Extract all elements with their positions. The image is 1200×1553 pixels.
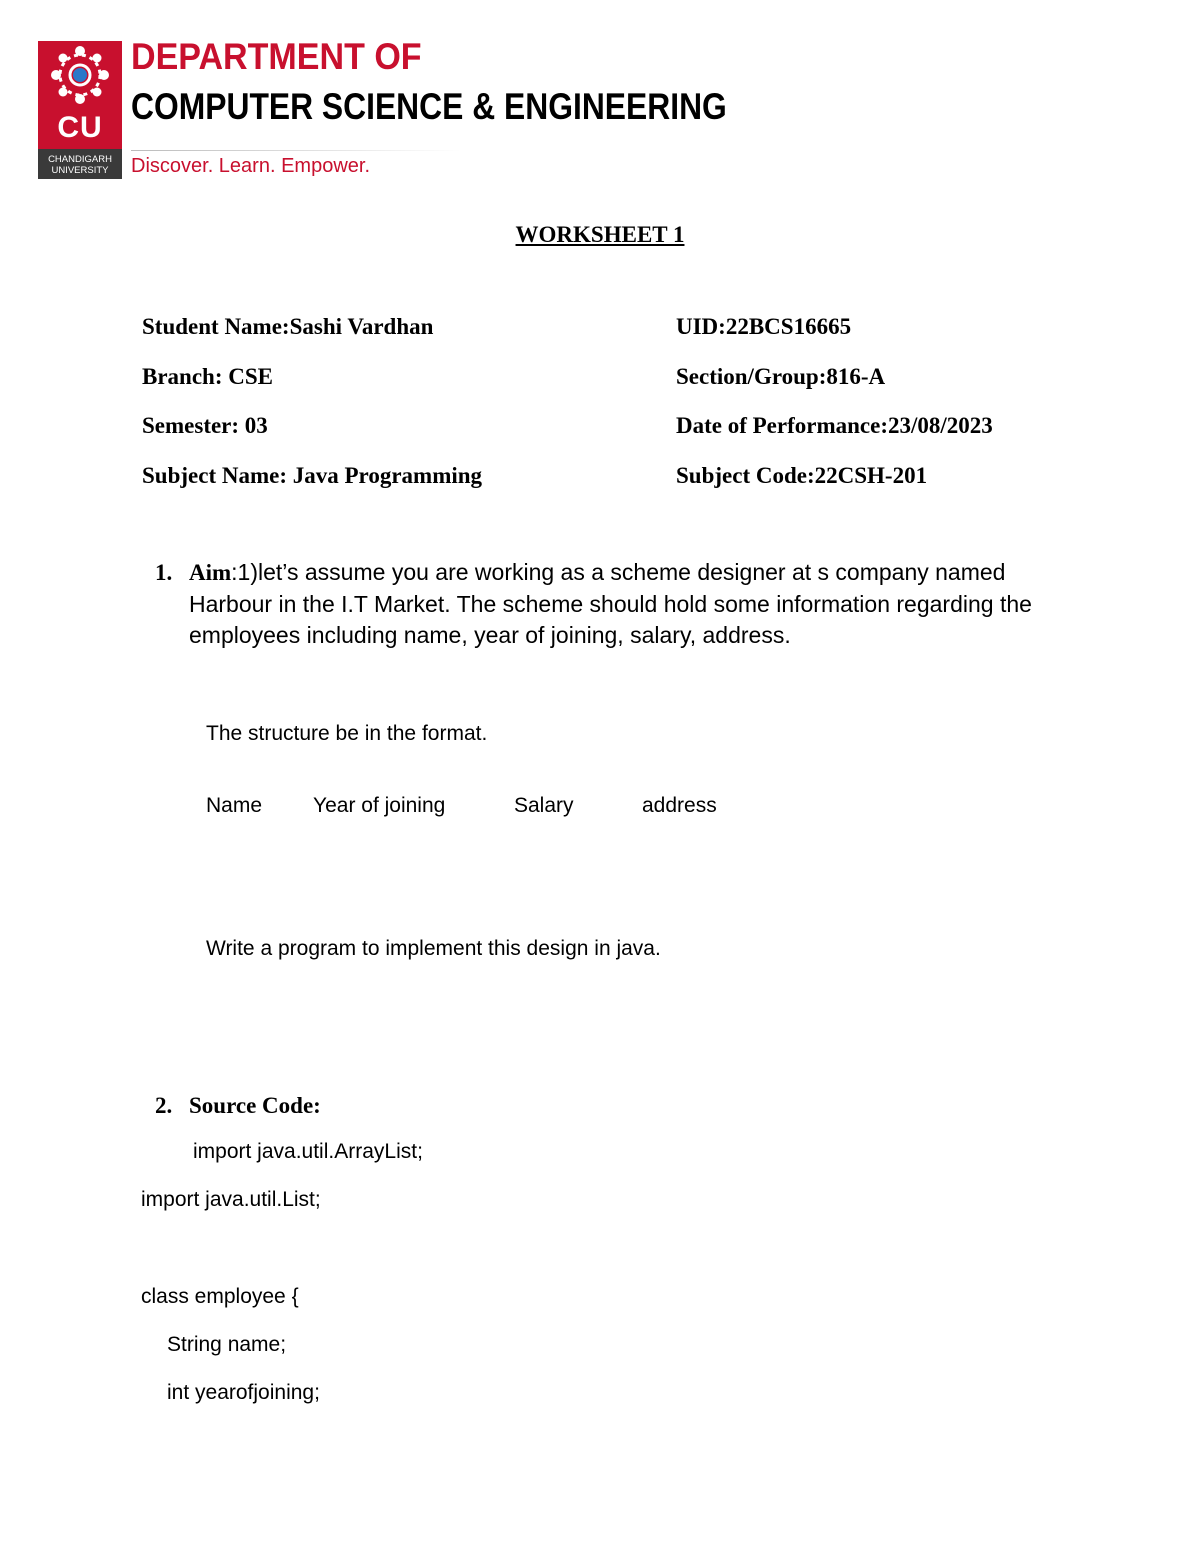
subject-name: Subject Name: Java Programming: [142, 463, 483, 488]
aim-number: 1.: [155, 560, 173, 585]
instruction: Write a program to implement this design in java.: [206, 937, 661, 960]
structure-column-year: Year of joining: [313, 794, 446, 817]
structure-column-address: address: [642, 794, 717, 817]
structure-column-name: Name: [206, 794, 263, 817]
source-code-label: Source Code:: [189, 1093, 321, 1118]
semester: Semester: 03: [142, 413, 268, 438]
university-logo: [38, 41, 122, 179]
uid: UID:22BCS16665: [676, 314, 852, 339]
section-group: Section/Group:816-A: [676, 364, 886, 389]
logo-cu-text: CU: [57, 111, 103, 144]
structure-column-salary: Salary: [514, 794, 574, 817]
subject-code: Subject Code:22CSH-201: [676, 463, 928, 488]
code-line: String name;: [167, 1333, 287, 1356]
page-title: WORKSHEET 1: [515, 222, 685, 247]
logo-university-name: CHANDIGARH UNIVERSITY: [48, 154, 112, 176]
aim-body: [189, 557, 1055, 652]
aim-text: :1)let’s assume you are working as a scheme designer at s company named Harbour in the I.T Market. The scheme should hold some information regarding the employees including name, year of joining, salary, address.: [189, 559, 1032, 648]
code-line: class employee {: [141, 1285, 299, 1308]
aim-label: Aim: [189, 560, 232, 585]
header-divider: [131, 150, 461, 151]
aim-item: [155, 557, 1055, 652]
code-line: import java.util.List;: [141, 1188, 321, 1211]
student-name: Student Name:Sashi Vardhan: [142, 314, 434, 339]
department-title-line2: COMPUTER SCIENCE & ENGINEERING: [131, 86, 727, 127]
structure-intro: The structure be in the format.: [206, 722, 488, 745]
department-title-line1: DEPARTMENT OF: [131, 36, 422, 77]
branch: Branch: CSE: [142, 364, 273, 389]
date-of-performance: Date of Performance:23/08/2023: [676, 413, 993, 438]
source-code-number: 2.: [155, 1093, 173, 1118]
tagline: Discover. Learn. Empower.: [131, 155, 370, 177]
code-line: import java.util.ArrayList;: [193, 1140, 423, 1163]
code-line: int yearofjoining;: [167, 1381, 320, 1404]
source-code-heading: [155, 1093, 321, 1119]
